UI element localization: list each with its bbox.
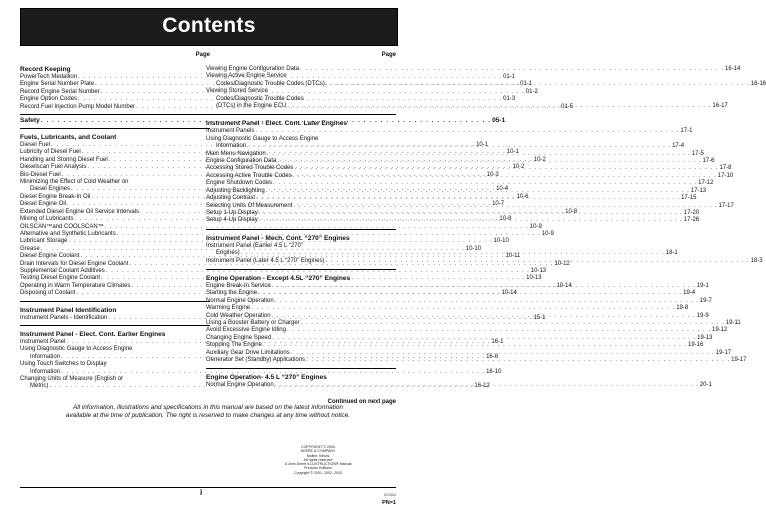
entry-title: Record Fuel Injection Pump Model Number: [20, 103, 136, 110]
toc-entry[interactable]: [206, 66, 741, 73]
entry-title: Instrument Panels - Identification: [20, 314, 108, 321]
entry-title: Information: [216, 143, 247, 150]
toc-entry[interactable]: [20, 368, 502, 376]
dot-leader: [265, 188, 691, 195]
entry-page: 16-17: [712, 103, 728, 110]
entry-title: Disposing of Coolant: [20, 290, 76, 297]
dot-leader: [290, 350, 716, 357]
toc-entry[interactable]: [206, 297, 712, 305]
entry-page: 19-9: [696, 312, 709, 319]
entry-title: Lubricity of Diesel Fuel: [20, 149, 81, 156]
entry-title: Diesel Engines: [30, 186, 71, 193]
entry-title: (DTCs) in the Engine ECU: [216, 103, 287, 110]
entry-page: 10-4: [496, 186, 509, 193]
entry-page: 20-1: [699, 382, 712, 389]
entry-page: 17-26: [683, 217, 700, 224]
entry-page: 19-7: [699, 297, 712, 304]
entry-title: Warming Engine: [206, 305, 251, 312]
dot-leader: [254, 128, 680, 135]
entry-title: Adjusting Backlighting: [206, 187, 265, 194]
section-heading: Instrument Panel - Mech. Cont. “270” Engines: [206, 234, 350, 242]
entry-title: Record Engine Serial Number: [20, 88, 100, 95]
entry-page: 10-9: [541, 230, 554, 237]
section-divider: [206, 269, 396, 270]
entry-title: Selecting Units Of Measurement: [206, 202, 293, 209]
toc-entry[interactable]: [20, 346, 210, 353]
entry-page: 19-8: [676, 305, 689, 312]
toc-entry[interactable]: [206, 357, 747, 364]
entry-title: Stopping The Engine: [206, 342, 262, 349]
entry-title: Viewing Stored Service: [206, 88, 268, 95]
entry-title: Engine Break-In Service: [206, 282, 271, 289]
entry-page: 10-14: [501, 290, 517, 297]
entry-page: 10-1: [506, 149, 519, 156]
page-title: Contents: [162, 14, 256, 37]
entry-title: Diesel Engine Oil: [20, 201, 67, 208]
entry-title: Bio-Diesel Fuel: [20, 171, 61, 178]
entry-title: Diesel Engine Coolant: [20, 253, 80, 260]
dot-leader: [286, 103, 712, 110]
dot-leader: [266, 151, 692, 158]
dot-leader: [258, 217, 684, 224]
dot-leader: [257, 290, 683, 297]
entry-title: Using Touch Switches to Display: [20, 361, 107, 368]
toc-entry[interactable]: [206, 88, 396, 95]
section-divider: [20, 128, 210, 129]
toc-entry[interactable]: [20, 179, 210, 186]
toc-entry[interactable]: [206, 327, 728, 334]
dot-leader: [305, 357, 731, 364]
copyright-line: COPYRIGHT © 2004: [301, 445, 335, 449]
entry-title: Codes/Diagnostic Trouble Codes (DTCs): [216, 80, 325, 87]
entry-page: 15-1: [533, 314, 546, 321]
entry-title: Generator Set (Standby) Applications: [206, 357, 306, 363]
entry-title: Viewing Active Engine Service: [206, 73, 287, 80]
entry-page: 10-10: [465, 245, 482, 252]
section-divider: [20, 325, 210, 326]
entry-title: Codes/Diagnostic Trouble Codes: [216, 95, 304, 102]
section-divider: [20, 301, 210, 302]
entry-title: Diesel Engine Break-In Oil: [20, 193, 91, 200]
toc-entry[interactable]: [20, 223, 542, 231]
dot-leader: [255, 195, 681, 202]
entry-page: 10-8: [499, 216, 512, 223]
dot-leader: [274, 382, 700, 389]
dot-leader: [276, 158, 702, 165]
footer-code: 021904: [384, 493, 396, 497]
toc-entry[interactable]: [20, 267, 547, 275]
toc-entry[interactable]: [206, 96, 396, 103]
entry-title: Engines): [216, 250, 240, 257]
entry-page: 10-14: [556, 282, 572, 289]
continued-note: Continued on next page: [327, 398, 396, 405]
entry-page: 19-17: [715, 349, 732, 356]
entry-page: 10-3: [486, 171, 499, 178]
copyright-block: [278, 445, 358, 475]
entry-title: Instrument Panel (Earlier 4.5 L “270”: [206, 242, 303, 249]
entry-page: 10-13: [530, 267, 547, 274]
toc-entry[interactable]: [206, 305, 689, 312]
entry-page: 05-1: [492, 117, 506, 125]
entry-title: Starting the Engine: [206, 290, 258, 297]
entry-page: 17-17: [718, 202, 734, 209]
dot-leader: [250, 305, 676, 312]
section-heading: Engine Operation- 4.5 L “270” Engines: [206, 374, 327, 382]
entry-title: Handling and Storing Diesel Fuel: [20, 156, 108, 163]
entry-title: Mixing of Lubricants: [20, 216, 74, 223]
entry-title: Normal Engine Operation: [206, 382, 274, 389]
entry-page: 19-12: [712, 327, 728, 334]
entry-page: 16-12: [474, 383, 490, 390]
dot-leader: [300, 320, 726, 327]
toc-entry[interactable]: [206, 73, 396, 80]
toc-entry[interactable]: [206, 128, 693, 135]
entry-title: Setup 1-Up Display: [206, 209, 258, 216]
entry-title: Diesel Fuel: [20, 142, 51, 149]
entry-page: 01-2: [525, 88, 538, 95]
entry-page: 16-10: [486, 368, 502, 375]
dot-leader: [262, 342, 688, 349]
dot-leader: [325, 258, 751, 265]
section-heading: Fuels, Lubricants, and Coolant: [20, 134, 117, 142]
section-heading: Instrument Panel - Elect. Cont. Later Engines: [206, 120, 348, 128]
entry-page: 17-13: [690, 187, 707, 194]
entry-title: Using Diagnostic Gauge to Access Engine: [20, 346, 133, 353]
page-column-label: Page: [381, 52, 396, 58]
dot-leader: [271, 335, 697, 342]
entry-title: Normal Engine Operation: [206, 297, 274, 304]
entry-title: Using a Booster Battery or Charger: [206, 319, 300, 326]
page-column-label: Page: [195, 52, 210, 58]
toc-entry[interactable]: [206, 319, 741, 327]
entry-page: 10-10: [493, 238, 509, 245]
entry-title: Safety: [20, 117, 40, 125]
entry-title: Alternative and Synthetic Lubricants: [20, 230, 116, 237]
dot-leader: [271, 313, 697, 320]
dot-leader: [272, 180, 698, 187]
entry-title: Testing Diesel Engine Coolant: [20, 275, 101, 282]
dot-leader: [274, 298, 700, 305]
dot-leader: [292, 203, 718, 210]
entry-title: Instrument Panel: [20, 338, 66, 345]
entry-page: 19-11: [725, 319, 741, 326]
section-heading: Engine Operation - Except 4.5L “270” Engines: [206, 274, 351, 282]
entry-page: 10-2: [533, 156, 546, 163]
entry-page: 01-5: [561, 103, 574, 110]
entry-title: Engine Serial Number Plate: [20, 81, 95, 88]
entry-title: Accessing Active Trouble Codes: [206, 172, 292, 179]
copyright-line: All rights reserved: [303, 457, 333, 462]
entry-title: Auxiliary Gear Drive Limitations: [206, 349, 290, 356]
entry-title: Viewing Engine Configuration Data: [206, 66, 299, 72]
entry-title: Cold Weather Operation: [206, 312, 271, 319]
entry-page: 17-12: [698, 180, 714, 187]
entry-page: 10-1: [476, 142, 489, 149]
dot-leader: [325, 81, 751, 88]
entry-page: 17-4: [672, 143, 685, 150]
title-banner: [20, 8, 398, 46]
entry-title: Grease: [20, 245, 40, 252]
toc-entry[interactable]: [206, 136, 396, 143]
entry-title: Engine Shutdown Codes: [206, 180, 273, 187]
dot-leader: [258, 210, 684, 217]
dot-leader: [292, 173, 718, 180]
entry-page: 18-3: [750, 257, 763, 264]
entry-title: Operating in Warm Temperature Climates: [20, 282, 131, 289]
section-heading: Record Keeping: [20, 66, 71, 73]
publication-notice: All information, illustrations and specifications in this manual are based on the latest information available at the time of publication. The right is reserved to make changes at any time without notice.: [65, 404, 351, 419]
entry-title: Adjusting Contrast: [206, 195, 256, 202]
entry-page: 17-20: [683, 209, 700, 216]
entry-page: 17-6: [702, 158, 715, 165]
entry-page: 01-3: [503, 96, 516, 103]
copyright-line: A John Deere ILLUSTRUCTION® Manual: [284, 462, 352, 467]
entry-title: Main Menu Navigation: [206, 150, 266, 157]
entry-title: Information: [30, 353, 61, 360]
dot-leader: [240, 250, 666, 257]
entry-page: 01-1: [503, 74, 516, 80]
entry-page: 19-17: [731, 357, 747, 363]
entry-page: 18-1: [665, 250, 678, 257]
entry-title: Lubricant Storage: [20, 238, 68, 245]
entry-title: Instrument Panels: [206, 128, 255, 135]
dot-leader: [246, 143, 672, 150]
toc-entry[interactable]: [206, 243, 396, 250]
entry-page: 17-5: [691, 150, 704, 157]
entry-page: 16-14: [725, 66, 741, 72]
entry-page: 10-6: [516, 193, 529, 200]
copyright-line: DEERE & COMPANY: [300, 449, 336, 454]
entry-title: Information: [30, 368, 61, 375]
entry-page: 16-16: [750, 80, 766, 87]
copyright-line: Previous Editions: [304, 466, 332, 471]
entry-page: 17-8: [719, 165, 732, 172]
entry-title: Extended Diesel Engine Oil Service Intervals: [20, 208, 140, 215]
footer-divider: [20, 487, 396, 488]
footer-page-id: PN=1: [382, 500, 396, 506]
entry-page: 19-16: [688, 342, 704, 349]
entry-title: Drain Intervals for Diesel Engine Coolant: [20, 260, 129, 267]
dot-leader: [271, 283, 697, 290]
entry-page: 16-1: [491, 338, 504, 345]
entry-page: 17-10: [717, 172, 734, 179]
entry-title: Dieselscan Fuel Analysis: [20, 164, 87, 171]
entry-page: 10-12: [554, 260, 570, 267]
dot-leader: [286, 327, 712, 334]
section-divider: [206, 368, 396, 369]
entry-page: 16-8: [486, 353, 499, 360]
entry-title: Changing Engine Speed: [206, 334, 272, 341]
entry-title: Engine Option Codes: [20, 96, 78, 103]
entry-title: Avoid Excessive Engine Idling: [206, 327, 286, 334]
entry-title: Setup 4-Up Display: [206, 217, 258, 224]
entry-title: Supplemental Coolant Additives: [20, 267, 105, 274]
entry-page: 19-13: [697, 334, 713, 341]
copyright-line: Copyright © 2001, 2002, 2003: [293, 470, 342, 475]
toc-entry[interactable]: [20, 376, 210, 383]
toc-entry[interactable]: [206, 342, 704, 349]
entry-title: Minimizing the Effect of Cold Weather on: [20, 179, 129, 186]
dot-leader: [293, 165, 719, 172]
entry-page: 10-7: [492, 201, 505, 208]
entry-page: 19-4: [683, 290, 696, 297]
section-divider: [206, 114, 396, 115]
entry-page: 10-13: [526, 275, 542, 282]
section-divider: [206, 229, 396, 230]
entry-page: 19-1: [696, 282, 709, 289]
entry-page: 10-2: [512, 164, 525, 171]
toc-entry[interactable]: [206, 180, 714, 187]
copyright-line: Moline, Illinois: [306, 453, 330, 458]
entry-page: 17-15: [681, 195, 697, 202]
page-number: i: [200, 488, 203, 497]
entry-title: PowerTech Medallion: [20, 74, 78, 80]
entry-page: 10-11: [505, 253, 521, 260]
section-heading: Instrument Panel Identification: [20, 306, 117, 314]
entry-page: 01-1: [520, 81, 533, 88]
entry-page: 10-8: [565, 208, 578, 215]
toc-entry[interactable]: [20, 361, 210, 368]
entry-page: 10-9: [529, 223, 542, 230]
entry-title: Metric): [30, 383, 49, 390]
section-heading: Instrument Panel - Elect. Cont. Earlier Engines: [20, 330, 166, 338]
entry-title: Engine Configuration Data: [206, 158, 277, 165]
dot-leader: [299, 66, 725, 73]
entry-title: Instrument Panel (Later 4.5 L “270” Engines): [206, 257, 325, 264]
entry-title: OILSCAN™and COOLSCAN™: [20, 223, 104, 230]
entry-title: Accessing Stored Trouble Codes: [206, 165, 294, 172]
section-divider: [20, 114, 210, 115]
entry-title: Using Diagnostic Gauge to Access Engine: [206, 135, 319, 142]
entry-title: Changing Units of Measure (English or: [20, 376, 124, 382]
entry-page: 17-1: [680, 128, 693, 135]
